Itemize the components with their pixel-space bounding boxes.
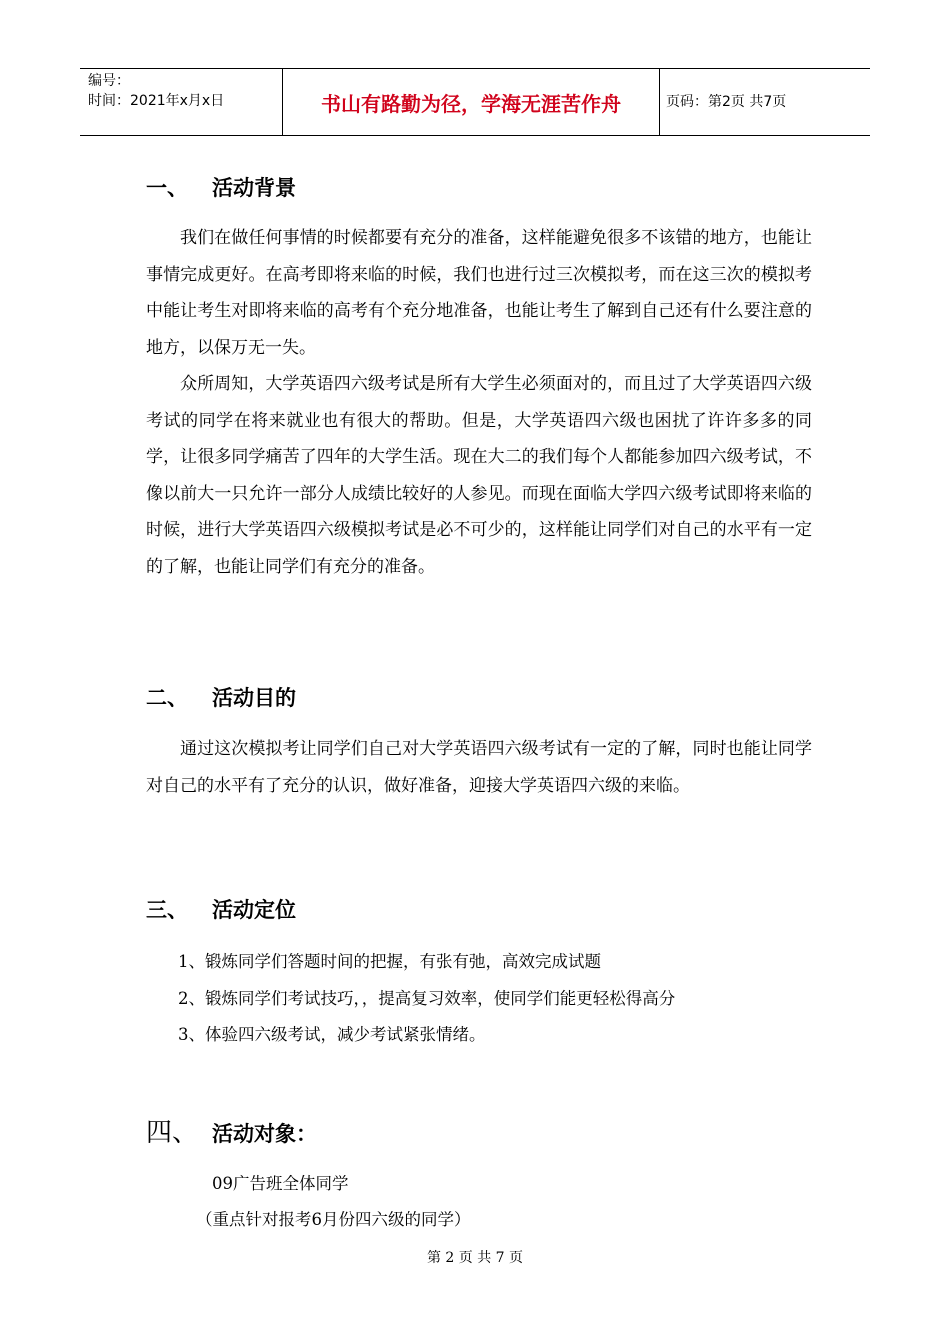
section-3-item-1: 1、锻炼同学们答题时间的把握，有张有弛，高效完成试题 (178, 952, 601, 971)
section-3-title: 活动定位 (212, 898, 296, 922)
section-4-number: 四、 (146, 1118, 199, 1148)
header-motto: 书山有路勤为径，学海无涯苦作舟 (282, 68, 660, 136)
section-1-paragraph-2: 众所周知，大学英语四六级考试是所有大学生必须面对的，而且过了大学英语四六级考试的同学在将来就业也有很大的帮助。但是，大学英语四六级也困扰了许许多多的同学，让很多同学痛苦了四年的大学生活。现在大二的我们每个人都能参加四六级考试，不像以前大一只允许一部分人成绩比较好的人参见。而现在面临大学四六级考试即将来临的时候，进行大学英语四六级模拟考试是必不可少的，这样能让同学们对自己的水平有一定的了解，也能让同学们有充分的准备。 (146, 374, 812, 577)
section-4-title: 活动对象： (212, 1122, 317, 1146)
section-2-paragraph-1: 通过这次模拟考让同学们自己对大学英语四六级考试有一定的了解，同时也能让同学对自己的水平有了充分的认识，做好准备，迎接大学英语四六级的来临。 (146, 739, 812, 796)
section-1-paragraph-1: 我们在做任何事情的时候都要有充分的准备，这样能避免很多不该错的地方，也能让事情完成更好。在高考即将来临的时候，我们也进行过三次模拟考，而在这三次的模拟考中能让考生对即将来临的高考有个充分地准备，也能让考生了解到自己还有什么要注意的地方，以保万无一失。 (146, 228, 812, 358)
time-label: 时间：2021年x月x日 (88, 93, 225, 109)
number-label: 编号： (88, 73, 130, 89)
section-3-item-3: 3、体验四六级考试，减少考试紧张情绪。 (178, 1025, 486, 1044)
section-1-title: 活动背景 (212, 176, 296, 200)
section-3-heading (146, 894, 296, 924)
section-2-heading (146, 682, 296, 712)
section-2-number: 二、 (146, 686, 188, 710)
section-1-heading (146, 172, 296, 202)
document-header (80, 68, 870, 136)
section-4-heading (146, 1112, 317, 1149)
section-3-item-2: 2、锻炼同学们考试技巧，，提高复习效率，使同学们能更轻松得高分 (178, 989, 676, 1008)
section-4-line-1: 09广告班全体同学 (212, 1174, 349, 1193)
header-meta (88, 71, 283, 111)
page-footer: 第 2 页 共 7 页 (426, 1250, 524, 1266)
section-1-number: 一、 (146, 176, 188, 200)
header-page-code: 页码：第2页 共7页 (666, 94, 787, 110)
section-4-line-2: （重点针对报考6月份四六级的同学） (196, 1210, 471, 1229)
section-3-number: 三、 (146, 898, 188, 922)
section-2-title: 活动目的 (212, 686, 296, 710)
